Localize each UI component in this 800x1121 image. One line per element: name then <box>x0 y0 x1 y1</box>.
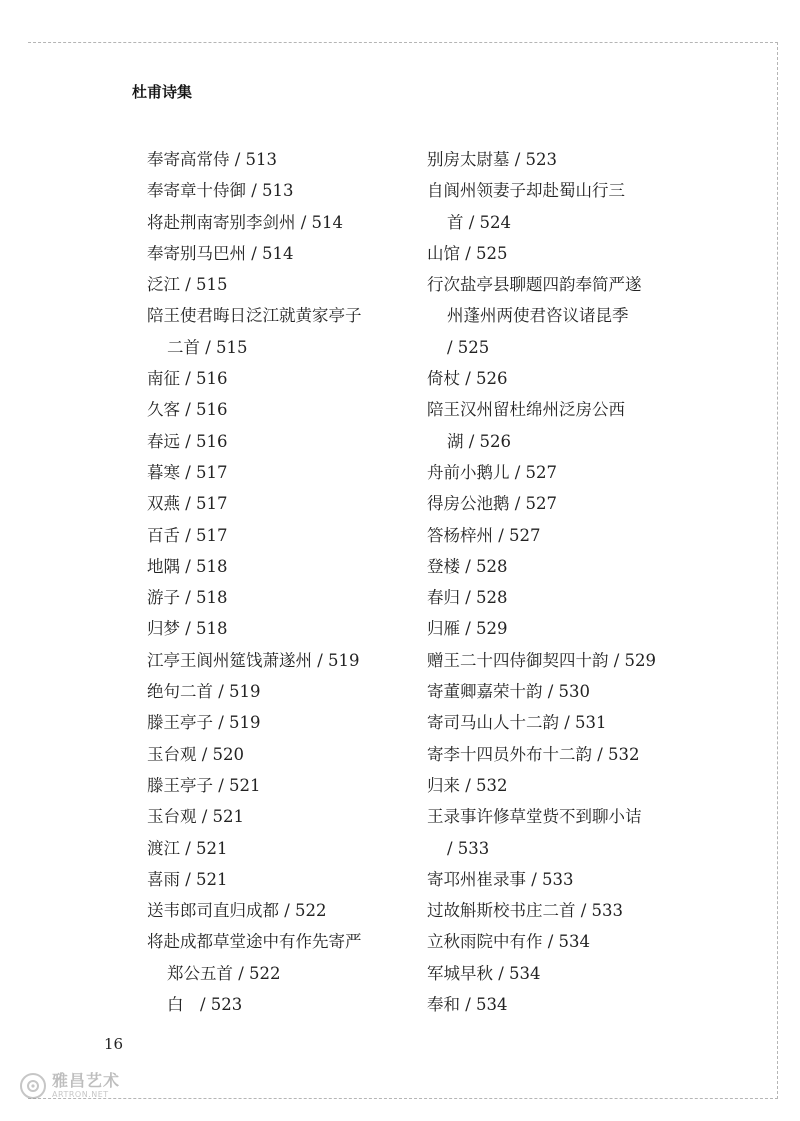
page-border-bottom <box>28 1098 778 1099</box>
toc-left-entry: 将赴成都草堂途中有作先寄严 <box>147 932 362 952</box>
page-border-top <box>28 42 778 43</box>
toc-left-entry: 春远 / 516 <box>147 431 228 451</box>
toc-right-entry: 州蓬州两使君咨议诸昆季 <box>447 306 629 326</box>
toc-left-entry: 送韦郎司直归成都 / 522 <box>147 901 327 921</box>
toc-left-entry: 久客 / 516 <box>147 400 228 420</box>
toc-left-entry: 郑公五首 / 522 <box>167 963 281 983</box>
toc-left-entry: 归梦 / 518 <box>147 619 228 639</box>
toc-right-entry: 立秋雨院中有作 / 534 <box>427 932 591 952</box>
toc-column-left <box>147 144 407 1020</box>
toc-right-entry: 赠王二十四侍御契四十韵 / 529 <box>427 650 657 670</box>
watermark-en: ARTRON.NET <box>52 1090 109 1099</box>
running-header: 杜甫诗集 <box>132 83 193 101</box>
toc-left-entry: 双燕 / 517 <box>147 494 228 514</box>
artron-logo-icon <box>20 1073 46 1099</box>
toc-right-entry: 首 / 524 <box>447 212 512 232</box>
toc-right-entry: / 525 <box>447 337 490 357</box>
toc-column-right <box>427 144 687 1020</box>
toc-right-entry: 过故斛斯校书庄二首 / 533 <box>427 901 624 921</box>
toc-left-entry: 江亭王阆州筵饯萧遂州 / 519 <box>147 650 360 670</box>
toc-left-entry: 绝句二首 / 519 <box>147 682 261 702</box>
toc-right-entry: 陪王汉州留杜绵州泛房公西 <box>427 400 625 420</box>
toc-left-entry: 暮寒 / 517 <box>147 462 228 482</box>
toc-left-entry: 奉寄章十侍御 / 513 <box>147 181 294 201</box>
toc-right-entry: 归来 / 532 <box>427 775 508 795</box>
toc-left-entry: 将赴荆南寄别李剑州 / 514 <box>147 212 344 232</box>
toc-left-entry: 二首 / 515 <box>167 337 248 357</box>
toc-left-entry: 玉台观 / 520 <box>147 744 245 764</box>
toc-left-entry: 奉寄别马巴州 / 514 <box>147 243 294 263</box>
toc-right-entry: 寄李十四员外布十二韵 / 532 <box>427 744 640 764</box>
toc-right-entry: 奉和 / 534 <box>427 995 508 1015</box>
page-number: 16 <box>104 1035 124 1053</box>
toc-left-entry: 滕王亭子 / 519 <box>147 713 261 733</box>
toc-right-entry: 山馆 / 525 <box>427 243 508 263</box>
toc-right-entry: 寄邛州崔录事 / 533 <box>427 869 574 889</box>
toc-right-entry: 答杨梓州 / 527 <box>427 525 541 545</box>
toc-right-entry: 寄董卿嘉荣十韵 / 530 <box>427 682 591 702</box>
toc-left-entry: 滕王亭子 / 521 <box>147 775 261 795</box>
toc-right-entry: 王录事许修草堂赀不到聊小诘 <box>427 807 642 827</box>
watermark <box>20 1072 120 1100</box>
toc-right-entry: 得房公池鹅 / 527 <box>427 494 558 514</box>
toc-right-entry: 归雁 / 529 <box>427 619 508 639</box>
toc-right-entry: 军城早秋 / 534 <box>427 963 541 983</box>
toc-left-entry: 陪王使君晦日泛江就黄家亭子 <box>147 306 362 326</box>
toc-right-entry: 自阆州领妻子却赴蜀山行三 <box>427 181 625 201</box>
toc-left-entry: 白 / 523 <box>167 995 243 1015</box>
watermark-cn: 雅昌艺术 <box>52 1071 121 1090</box>
page-border-right <box>777 42 778 1099</box>
toc-right-entry: 登楼 / 528 <box>427 556 508 576</box>
toc-left-entry: 百舌 / 517 <box>147 525 228 545</box>
toc-left-entry: 南征 / 516 <box>147 369 228 389</box>
watermark-text <box>52 1072 120 1100</box>
toc-right-entry: 倚杖 / 526 <box>427 369 508 389</box>
toc-left-entry: 渡江 / 521 <box>147 838 228 858</box>
toc-right-entry: 春归 / 528 <box>427 588 508 608</box>
toc-left-entry: 喜雨 / 521 <box>147 869 228 889</box>
toc-left-entry: 游子 / 518 <box>147 588 228 608</box>
toc-right-entry: / 533 <box>447 838 490 858</box>
toc-right-entry: 湖 / 526 <box>447 431 512 451</box>
toc-right-entry: 寄司马山人十二韵 / 531 <box>427 713 607 733</box>
toc-right-entry: 舟前小鹅儿 / 527 <box>427 462 558 482</box>
toc-left-entry: 玉台观 / 521 <box>147 807 245 827</box>
toc-left-entry: 奉寄高常侍 / 513 <box>147 150 278 169</box>
toc-right-entry: 别房太尉墓 / 523 <box>427 150 558 169</box>
toc-right-entry: 行次盐亭县聊题四韵奉简严遂 <box>427 275 642 295</box>
artron-logo-glyph <box>25 1078 41 1094</box>
toc-left-entry: 地隅 / 518 <box>147 556 228 576</box>
toc-left-entry: 泛江 / 515 <box>147 275 228 295</box>
